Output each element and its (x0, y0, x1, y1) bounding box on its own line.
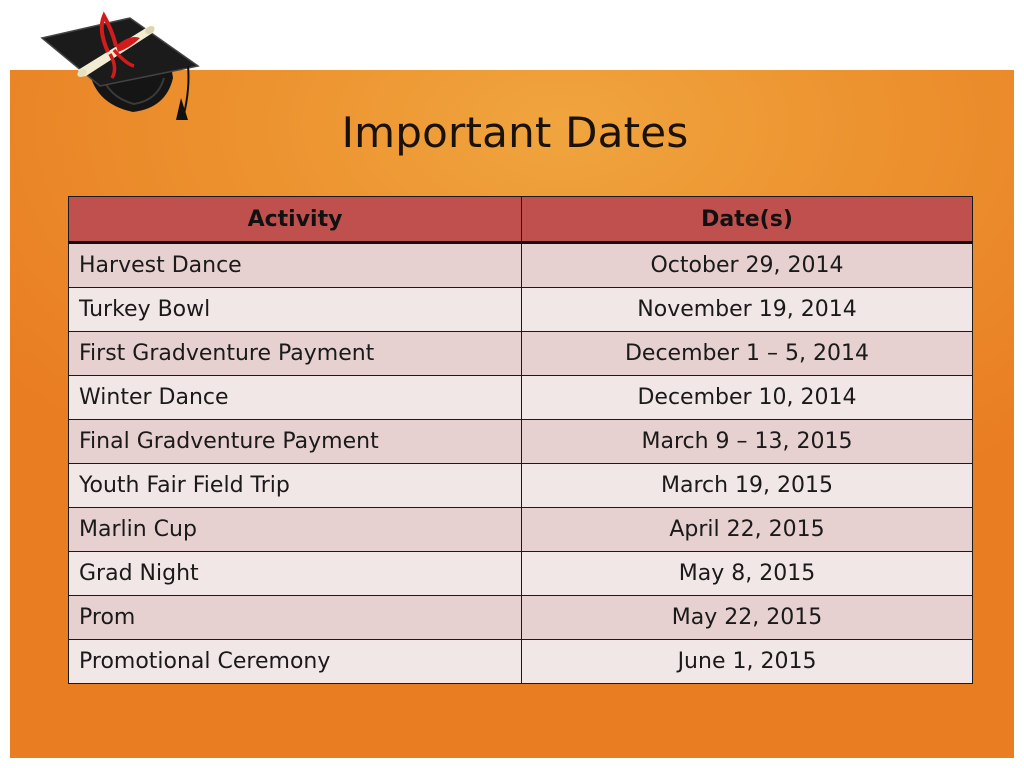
table-row (69, 376, 973, 420)
activity-cell: Grad Night (69, 552, 522, 596)
activity-cell: Promotional Ceremony (69, 640, 522, 684)
date-cell: May 8, 2015 (522, 552, 973, 596)
table-header-row (69, 197, 973, 243)
table-row (69, 288, 973, 332)
date-cell: December 10, 2014 (522, 376, 973, 420)
date-cell: March 9 – 13, 2015 (522, 420, 973, 464)
date-cell: April 22, 2015 (522, 508, 973, 552)
table-row (69, 596, 973, 640)
table-row (69, 640, 973, 684)
important-dates-table (68, 196, 973, 684)
table-row (69, 464, 973, 508)
activity-cell: Harvest Dance (69, 243, 522, 288)
column-header-dates: Date(s) (522, 197, 973, 243)
table-row (69, 508, 973, 552)
date-cell: June 1, 2015 (522, 640, 973, 684)
activity-cell: Winter Dance (69, 376, 522, 420)
date-cell: October 29, 2014 (522, 243, 973, 288)
date-cell: March 19, 2015 (522, 464, 973, 508)
column-header-activity: Activity (69, 197, 522, 243)
date-cell: May 22, 2015 (522, 596, 973, 640)
table-row (69, 243, 973, 288)
table-row (69, 552, 973, 596)
activity-cell: Turkey Bowl (69, 288, 522, 332)
slide-title: Important Dates (341, 108, 689, 157)
activity-cell: First Gradventure Payment (69, 332, 522, 376)
date-cell: November 19, 2014 (522, 288, 973, 332)
date-cell: December 1 – 5, 2014 (522, 332, 973, 376)
table-row (69, 332, 973, 376)
table-row (69, 420, 973, 464)
activity-cell: Prom (69, 596, 522, 640)
activity-cell: Marlin Cup (69, 508, 522, 552)
activity-cell: Final Gradventure Payment (69, 420, 522, 464)
activity-cell: Youth Fair Field Trip (69, 464, 522, 508)
